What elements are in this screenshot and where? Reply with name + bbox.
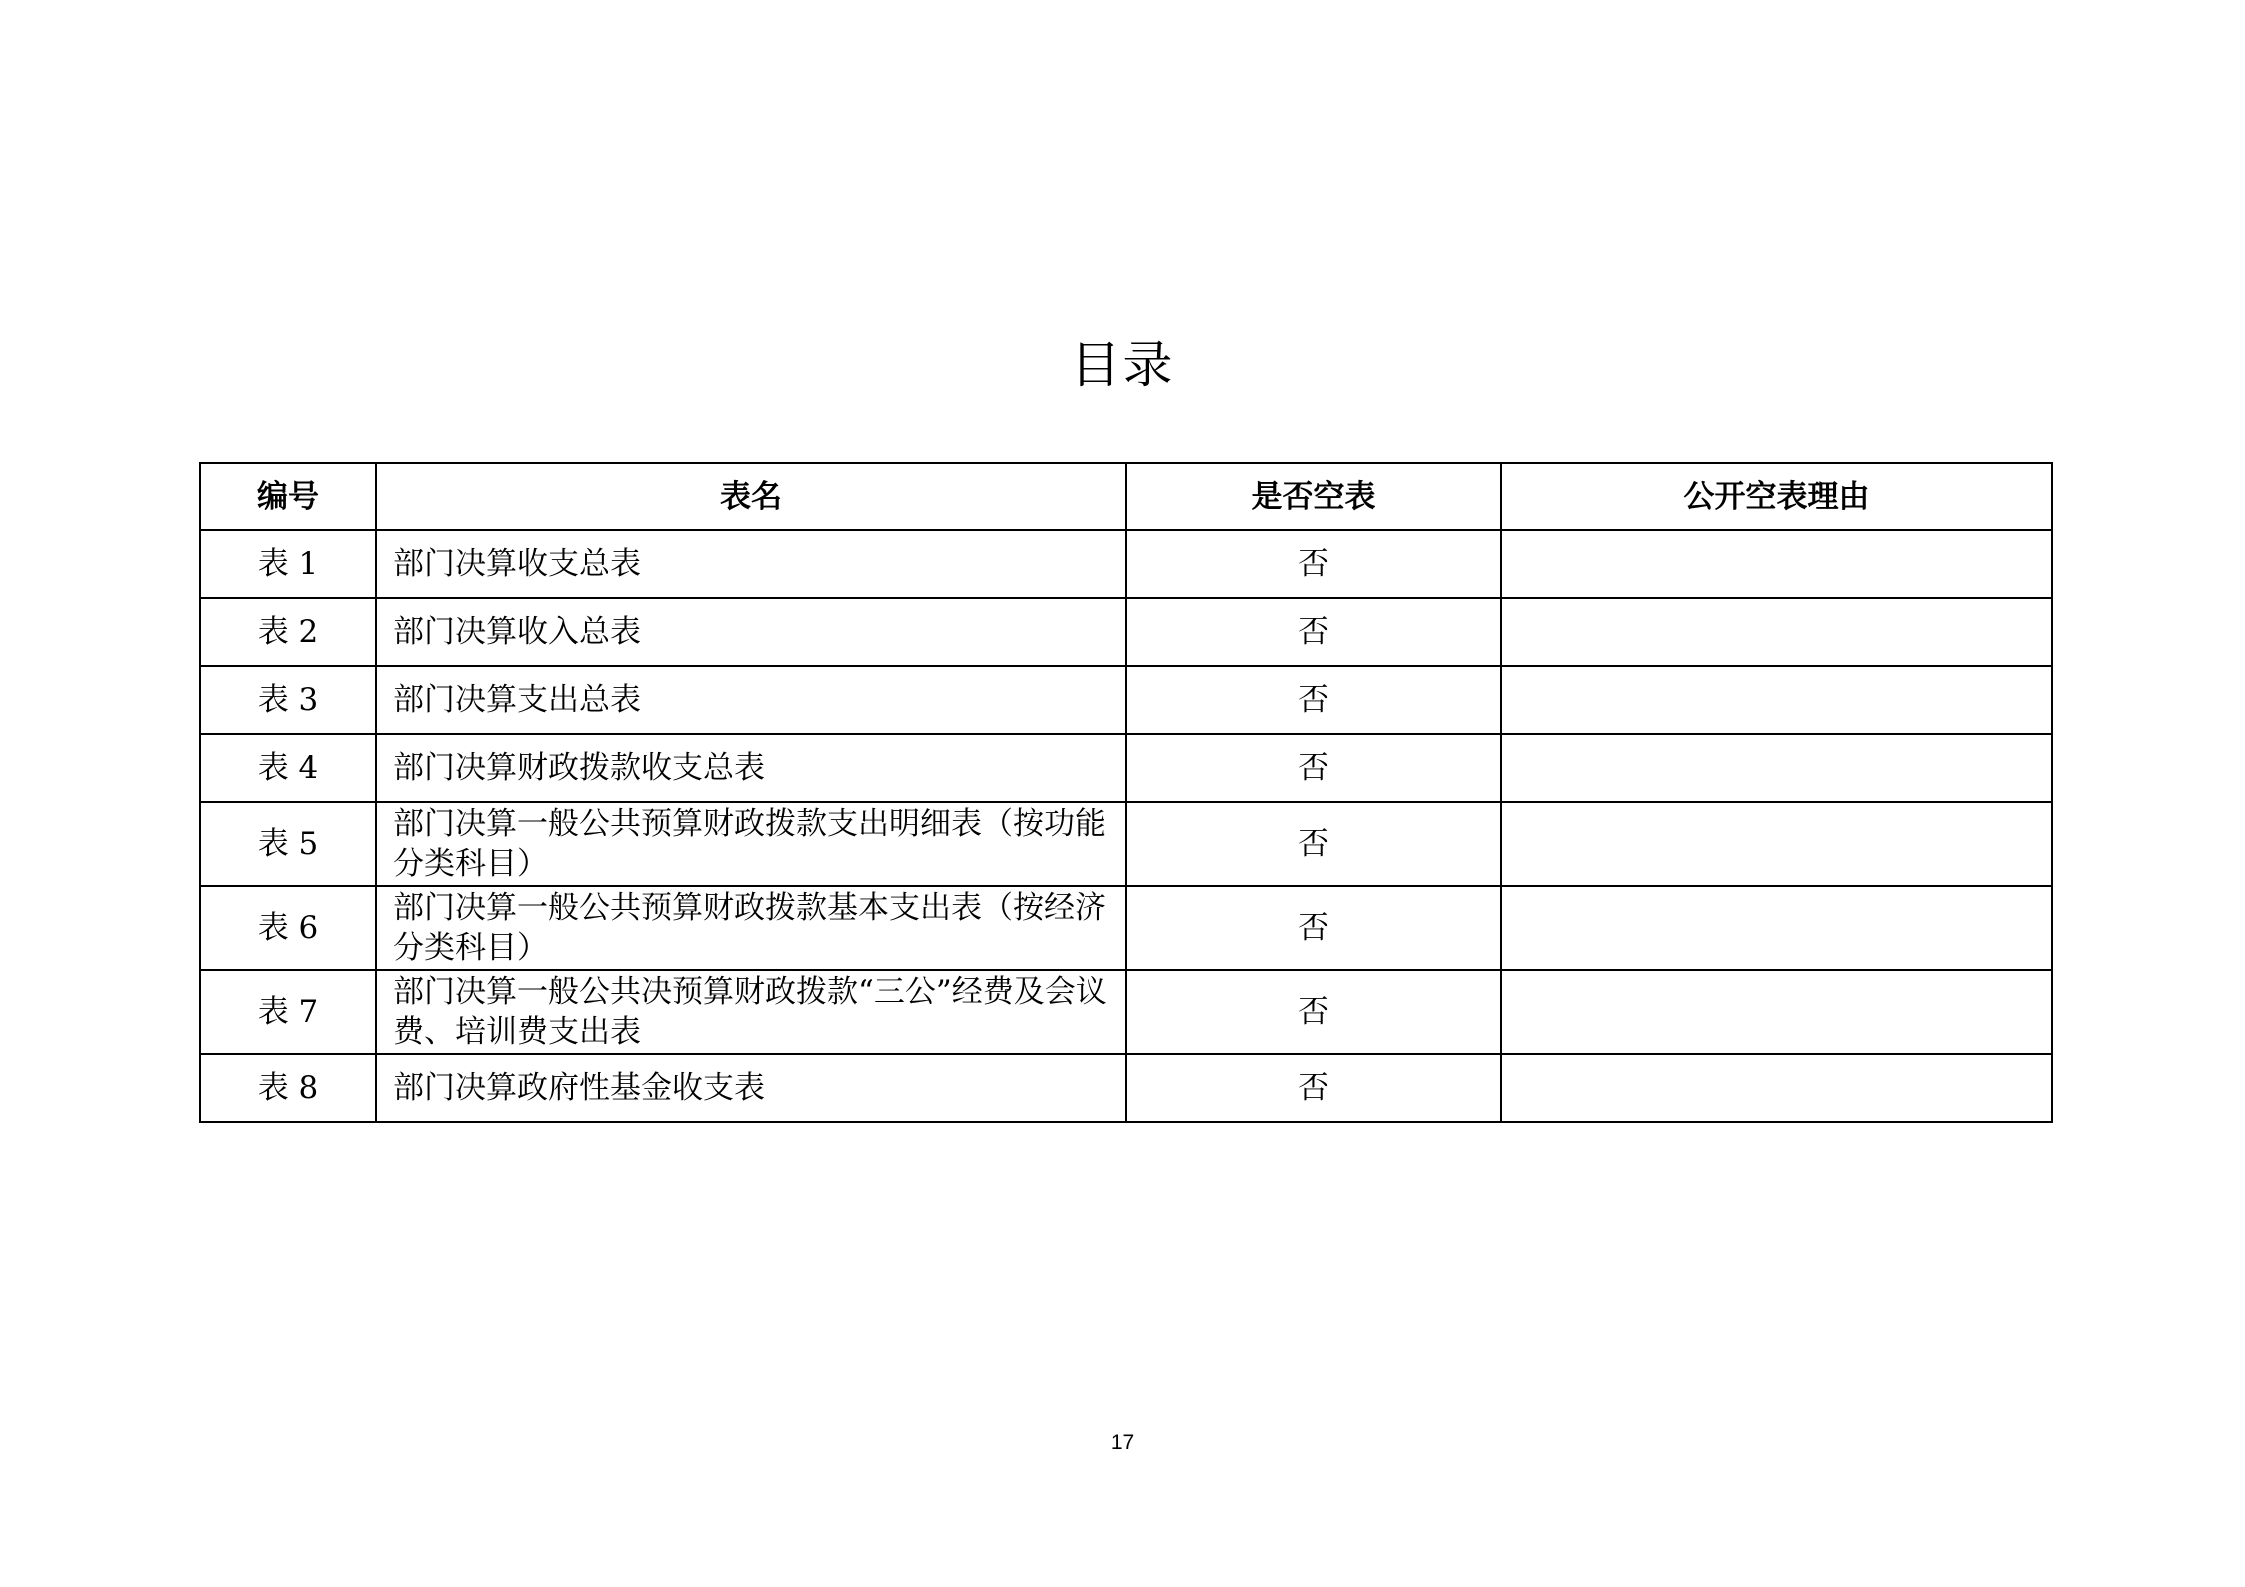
row-is-empty: 否 — [1126, 886, 1501, 970]
row-is-empty: 否 — [1126, 970, 1501, 1054]
row-is-empty: 否 — [1126, 802, 1501, 886]
row-number: 表 3 — [200, 666, 376, 734]
row-number: 表 5 — [200, 802, 376, 886]
row-name: 部门决算一般公共预算财政拨款支出明细表（按功能分类科目） — [376, 802, 1126, 886]
row-is-empty: 否 — [1126, 530, 1501, 598]
row-number: 表 6 — [200, 886, 376, 970]
table-row — [200, 734, 2052, 802]
row-name: 部门决算一般公共预算财政拨款基本支出表（按经济分类科目） — [376, 886, 1126, 970]
row-number: 表 1 — [200, 530, 376, 598]
row-is-empty: 否 — [1126, 666, 1501, 734]
row-reason — [1501, 734, 2052, 802]
row-name: 部门决算一般公共决预算财政拨款“三公”经费及会议费、培训费支出表 — [376, 970, 1126, 1054]
header-reason: 公开空表理由 — [1501, 463, 2052, 530]
row-number: 表 2 — [200, 598, 376, 666]
table-row — [200, 598, 2052, 666]
table-header-row — [200, 463, 2052, 530]
row-is-empty: 否 — [1126, 734, 1501, 802]
row-is-empty: 否 — [1126, 598, 1501, 666]
row-number: 表 8 — [200, 1054, 376, 1122]
toc-table — [199, 462, 2053, 1123]
row-name: 部门决算政府性基金收支表 — [376, 1054, 1126, 1122]
table-row — [200, 970, 2052, 1054]
row-name: 部门决算支出总表 — [376, 666, 1126, 734]
page-number: 17 — [1110, 1431, 1135, 1454]
row-name: 部门决算收支总表 — [376, 530, 1126, 598]
header-is-empty: 是否空表 — [1126, 463, 1501, 530]
row-name: 部门决算收入总表 — [376, 598, 1126, 666]
row-reason — [1501, 1054, 2052, 1122]
table-row — [200, 802, 2052, 886]
row-number: 表 4 — [200, 734, 376, 802]
row-name: 部门决算财政拨款收支总表 — [376, 734, 1126, 802]
table-row — [200, 886, 2052, 970]
row-is-empty: 否 — [1126, 1054, 1501, 1122]
header-number: 编号 — [200, 463, 376, 530]
row-reason — [1501, 598, 2052, 666]
row-reason — [1501, 530, 2052, 598]
page-title: 目录 — [1070, 336, 1175, 394]
table-row — [200, 1054, 2052, 1122]
row-reason — [1501, 802, 2052, 886]
table-row — [200, 530, 2052, 598]
row-reason — [1501, 886, 2052, 970]
table-row — [200, 666, 2052, 734]
row-number: 表 7 — [200, 970, 376, 1054]
row-reason — [1501, 970, 2052, 1054]
row-reason — [1501, 666, 2052, 734]
header-name: 表名 — [376, 463, 1126, 530]
